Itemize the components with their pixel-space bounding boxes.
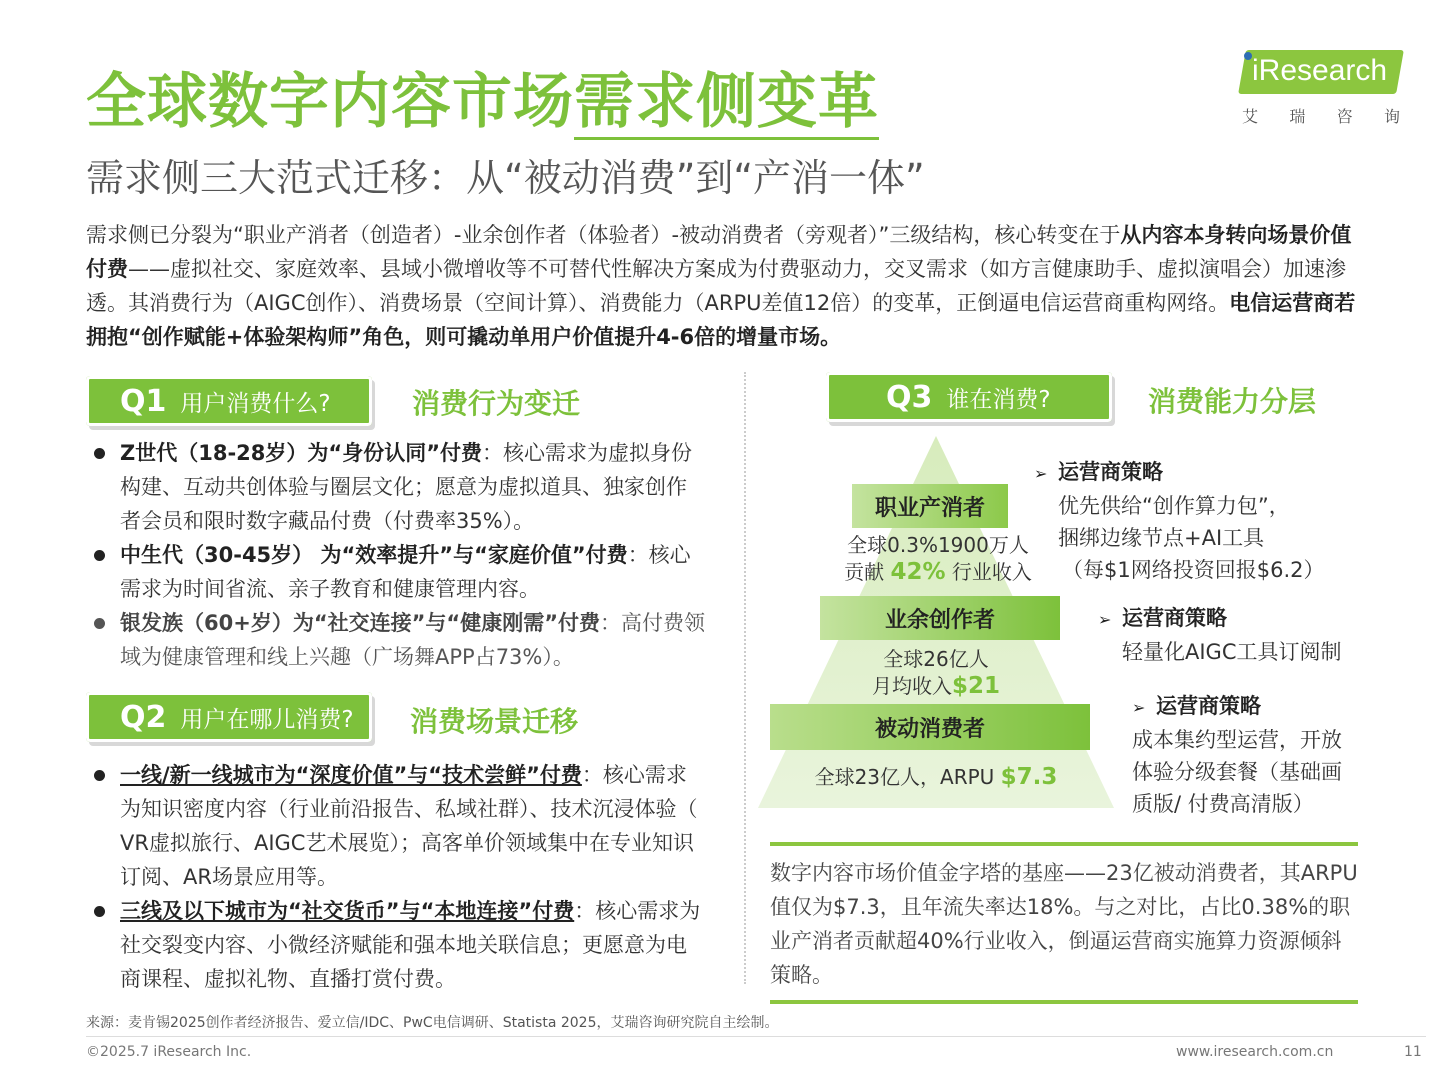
q1-side-title: 消费行为变迁 [412, 387, 581, 420]
logo-char: 艾 [1242, 107, 1259, 126]
stat-text: 贡献 [844, 560, 891, 584]
strategy-passive [1132, 690, 1342, 820]
title-emphasis: 需求侧变革 [574, 67, 879, 140]
copyright: ©2025.7 iResearch Inc. [86, 1044, 252, 1060]
stat-text: 月均收入 [871, 674, 952, 698]
bullet-icon [94, 448, 105, 459]
strategy-line: 质版/ 付费高清版） [1132, 792, 1314, 816]
logo-char: 询 [1383, 107, 1400, 126]
stat-highlight: $21 [951, 673, 1000, 699]
strategy-heading: 运营商策略 [1058, 460, 1163, 484]
website-link[interactable]: www.iresearch.com.cn [1176, 1044, 1334, 1060]
arrow-right-icon: ➢ [1034, 464, 1048, 483]
q1-header [86, 376, 372, 426]
strategy-professional [1034, 456, 1324, 586]
q1-label: 用户消费什么? [180, 390, 331, 417]
item-text: ：高付费领域为健康管理和线上兴趣（广场舞APP占73%）。 [120, 611, 706, 669]
summary-top-rule [770, 842, 1358, 846]
tier-stat-line [836, 673, 1036, 700]
tier-stat-line [838, 559, 1038, 586]
list-item [86, 606, 706, 674]
q2-side-title: 消费场景迁移 [410, 705, 579, 738]
list-item [86, 436, 706, 538]
strategy-amateur [1098, 602, 1342, 668]
stat-highlight: $7.3 [1000, 764, 1058, 790]
column-divider [744, 372, 746, 984]
intro-text: 需求侧已分裂为“职业产消者（创造者）-业余创作者（体验者）-被动消费者（旁观者）”三级结构，核心转变在于 [86, 223, 1121, 247]
item-heading: 三线及以下城市为“社交货币”与“本地连接”付费 [120, 899, 575, 923]
list-item [86, 538, 706, 606]
page-title [86, 62, 879, 142]
tier-band-professional: 职业产消者 [852, 484, 1008, 528]
item-heading: Z世代（18-28岁）为“身份认同”付费 [120, 441, 482, 465]
strategy-heading: 运营商策略 [1156, 694, 1261, 718]
tier-band-passive: 被动消费者 [770, 704, 1090, 750]
tier-stat-line: 全球26亿人 [883, 647, 989, 671]
tier-stats-amateur [836, 646, 1036, 700]
list-item [86, 758, 706, 894]
logo-char: 咨 [1336, 107, 1353, 126]
iresearch-logo [1236, 46, 1400, 126]
stat-highlight: 42% [890, 559, 946, 585]
tier-stat-line: 全球0.3%1900万人 [847, 533, 1029, 557]
bullet-icon [94, 618, 105, 629]
item-text: ：核心需求为知识密度内容（行业前沿报告、私域社群）、技术沉浸体验（ VR虚拟旅行、AIGC艺术展览）；高客单价领域集中在专业知识订阅、AR场景应用等。 [120, 763, 698, 889]
tier-band-amateur: 业余创作者 [820, 596, 1060, 640]
stat-text: 行业收入 [945, 560, 1032, 584]
bullet-icon [94, 770, 105, 781]
intro-emphasis: 从内容本身转向场景价值付费 [86, 223, 1352, 281]
strategy-line: 体验分级套餐（基础画 [1132, 760, 1342, 784]
q1-number: Q1 [120, 383, 167, 419]
q2-header [86, 692, 372, 742]
list-item [86, 894, 706, 996]
intro-conclusion: 电信运营商若拥抱“创作赋能+体验架构师”角色，则可撬动单用户价值提升4-6倍的增量市场。 [86, 291, 1356, 349]
q2-number: Q2 [120, 699, 167, 735]
q3-header [826, 372, 1112, 422]
q1-list [86, 436, 706, 674]
intro-paragraph [86, 218, 1362, 354]
logo-dot [1244, 52, 1252, 60]
item-heading: 一线/新一线城市为“深度价值”与“技术尝鲜”付费 [120, 763, 582, 787]
summary-bottom-rule [770, 1000, 1358, 1004]
item-heading: 银发族（60+岁）为“社交连接”与“健康刚需”付费 [120, 611, 601, 635]
page-number: 11 [1404, 1044, 1422, 1060]
q3-number: Q3 [886, 379, 933, 415]
tier-stats-professional [838, 532, 1038, 586]
bullet-icon [94, 550, 105, 561]
item-text: ：核心需求为时间省流、亲子教育和健康管理内容。 [120, 543, 691, 601]
summary-text: 数字内容市场价值金字塔的基座——23亿被动消费者，其ARPU值仅为$7.3，且年流失率达18%。与之对比，占比0.38%的职业产消者贡献超40%行业收入，倒逼运营商实施算力资源倾斜策略。 [770, 861, 1358, 987]
footer-divider [86, 1036, 1426, 1037]
q2-label: 用户在哪儿消费? [180, 706, 354, 733]
strategy-heading: 运营商策略 [1122, 606, 1227, 630]
tier-stats-passive [796, 764, 1076, 791]
intro-text: ——虚拟社交、家庭效率、县域小微增收等不可替代性解决方案成为付费驱动力，交叉需求（如方言健康助手、虚拟演唱会）加速渗透。其消费行为（AIGC创作）、消费场景（空间计算）、消费能力（ARPU差值12倍）的变革，正倒逼电信运营商重构网络。 [86, 257, 1346, 315]
item-text: ：核心需求为虚拟身份构建、互动共创体验与圈层文化；愿意为虚拟道具、独家创作者会员和限时数字藏品付费（付费率35%）。 [120, 441, 692, 533]
logo-word: iResearch [1252, 54, 1388, 87]
page-subtitle: 需求侧三大范式迁移：从“被动消费”到“产消一体” [86, 156, 925, 200]
strategy-line: 轻量化AIGC工具订阅制 [1122, 640, 1342, 664]
stat-text: 全球23亿人，ARPU [814, 765, 1001, 789]
source-note: 来源：麦肯锡2025创作者经济报告、爱立信/IDC、PwC电信调研、Statista 2025，艾瑞咨询研究院自主绘制。 [86, 1015, 779, 1031]
logo-char: 瑞 [1289, 107, 1306, 126]
strategy-line: 优先供给“创作算力包”， [1058, 494, 1290, 518]
strategy-line: 捆绑边缘节点+AI工具 [1058, 526, 1265, 550]
arrow-right-icon: ➢ [1098, 610, 1112, 629]
q2-list [86, 758, 706, 996]
q3-side-title: 消费能力分层 [1148, 385, 1317, 418]
bullet-icon [94, 906, 105, 917]
strategy-line: 成本集约型运营，开放 [1132, 728, 1342, 752]
logo-chinese [1242, 104, 1400, 127]
item-heading: 中生代（30-45岁） 为“效率提升”与“家庭价值”付费 [120, 543, 628, 567]
q3-label: 谁在消费? [946, 386, 1051, 413]
strategy-line: （每$1网络投资回报$6.2） [1062, 558, 1325, 582]
title-main: 全球数字内容市场 [86, 67, 574, 137]
arrow-right-icon: ➢ [1132, 698, 1146, 717]
item-text: ：核心需求为社交裂变内容、小微经济赋能和强本地关联信息；更愿意为电商课程、虚拟礼物、直播打赏付费。 [120, 899, 701, 991]
